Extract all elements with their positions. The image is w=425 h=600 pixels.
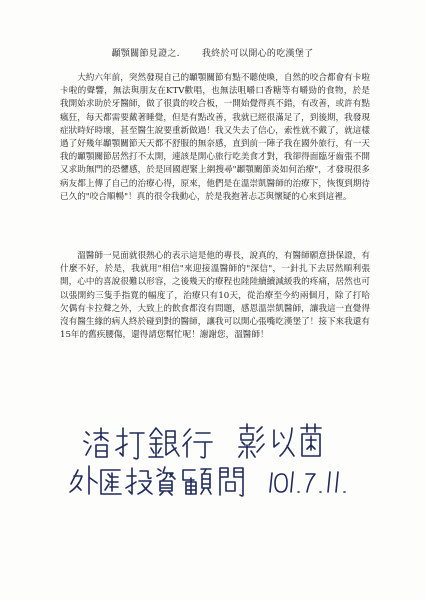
- signature-bank-line: [84, 428, 212, 459]
- testimonial-paragraph-1: 大約六年前，突然發現自己的顳顎關節有點不聽使喚，自然的咬合都會有卡啦卡啦的聲響，無法與朋友在KTV歡唱，也無法咀嚼口香糖等有嚼勁的食物，於是我開始求助於牙醫師，做了很貴的咬合板，一開始覺得真不錯，有改善，或許有點瘋狂，每天都需要戴著睡覺，但是有點改善，我就已經很滿足了，到後期，我發現症狀時好時壞，甚至醫生說要重新做過！我又失去了信心，索性就不戴了，就這樣過了好幾年顳顎關節天天都不舒服的無奈感，直到前一陣子我在國外旅行，有一天我的顳顎關節居然打不太開，連該是開心旅行吃美食才對，我卻得面臨牙齒張不開又求助無門的恐懼感，於是回國趕緊上網搜尋"顳顎關節炎如何治療"，才發現很多病友都上傳了自己的治療心得，原來，他們是在溫崇凱醫師的治療下，恢復到期待已久的"咬合順暢"！真的很令我動心，於是我抱著忐忑與懷疑的心來到這裡。: [60, 73, 370, 202]
- document-title: [0, 46, 425, 59]
- signature-name-line: [239, 424, 321, 458]
- signature-position-line: [70, 466, 243, 496]
- testimonial-paragraph-2: 溫醫師一見面就很熱心的表示這是他的專長，說真的，有醫師願意掛保證，有什麼不好，於是，我就用"相信"來迎接溫醫師的"深信"，一針扎下去居然順利張開，心中的喜說很難以形容，之後幾天的療程也陸陸續續減緩我的疼痛，居然也可以張開約三隻手指寬的幅度了，治療只有10天，從治療至今約兩個月，除了打哈欠偶有卡拉聲之外，大致上的飲食都沒有問題，感恩溫崇凱醫師，讓我這一直覺得沒有醫生緣的病人終於碰到對的醫師，讓我可以開心張嘴吃漢堡了！接下來我還有15年的舊疾腰傷，還得請您幫忙呢！謝謝您，溫醫師！: [60, 251, 370, 341]
- title-left: 顳顎關節見證之.: [111, 49, 180, 59]
- signature-date-line: [270, 472, 345, 492]
- title-right: 我終於可以開心的吃漢堡了: [201, 49, 314, 59]
